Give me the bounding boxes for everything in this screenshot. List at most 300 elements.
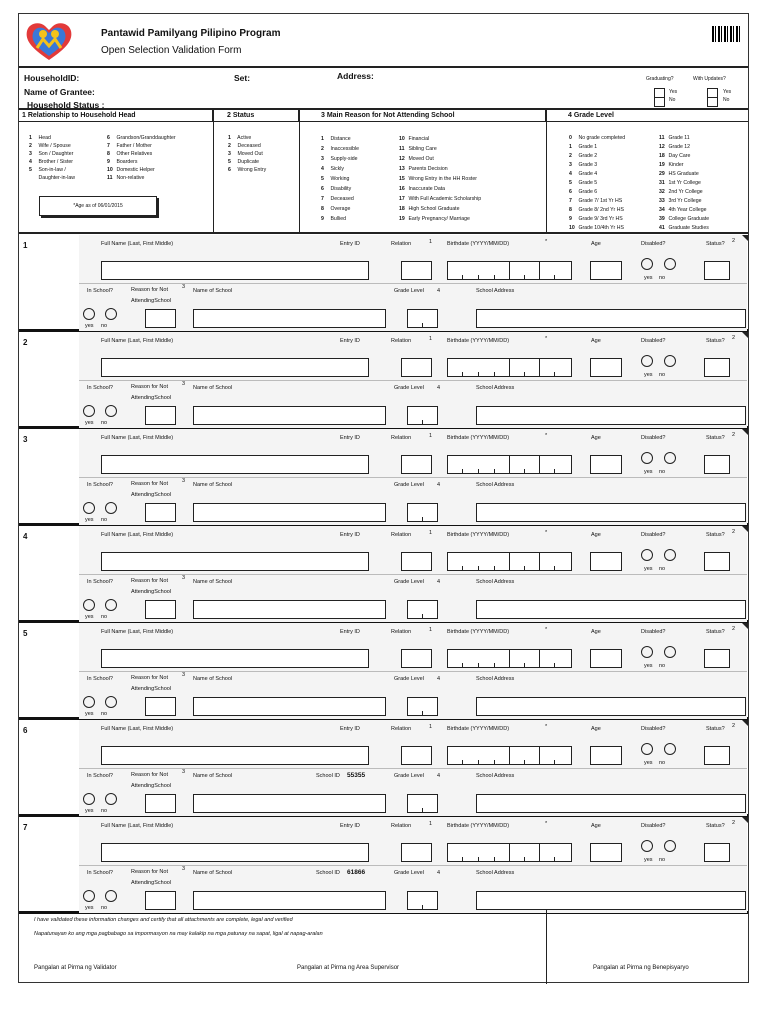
school-address-input[interactable] [476,891,746,910]
disabled-yes-radio[interactable] [641,549,653,561]
disabled-no-radio[interactable] [664,258,676,270]
in-school-label: In School? [87,482,113,488]
legend-code-item: 11 Sibling Care [399,146,437,152]
in-school-no-radio[interactable] [105,405,117,417]
member-record [19,623,748,720]
disabled-yes-radio[interactable] [641,840,653,852]
disabled-label: Disabled? [641,338,666,344]
certification-footer [19,909,748,984]
legend-code-item: 10 Financial [399,136,430,142]
in-school-no-radio[interactable] [105,308,117,320]
sup-2: 2 [732,432,736,438]
disabled-no-label: no [659,469,666,475]
school-address-input[interactable] [476,406,746,425]
attending-label: AttendingSchool [131,298,172,304]
in-school-label: In School? [87,773,113,779]
reason-input[interactable] [145,309,176,328]
birthdate-label: Birthdate (YYYY/MM/DD) [447,629,510,635]
disabled-no-label: no [659,760,666,766]
grade-level-input[interactable] [407,891,438,910]
school-id-value: 55355 [347,772,366,779]
member-record [19,332,748,429]
legend-code-item: 6 Grandson/Granddaughter [107,135,176,141]
in-school-no-label: no [101,711,108,717]
in-school-yes-label: yes [85,517,94,523]
relationship-codes-a [29,134,75,182]
disabled-no-label: no [659,275,666,281]
form-header [19,14,748,66]
sup-4: 4 [437,288,441,294]
graduating-no-checkbox[interactable] [654,97,665,107]
legend-code-item: 5 Working [321,176,350,182]
in-school-yes-radio[interactable] [83,599,95,611]
birthdate-input[interactable] [447,261,572,280]
disabled-yes-radio[interactable] [641,452,653,464]
reason-input[interactable] [145,406,176,425]
in-school-yes-radio[interactable] [83,890,95,902]
age-label: Age [591,435,601,441]
in-school-yes-label: yes [85,323,94,329]
in-school-yes-label: yes [85,905,94,911]
status-input[interactable] [704,649,730,668]
attending-label: AttendingSchool [131,880,172,886]
age-label: Age [591,532,601,538]
in-school-label: In School? [87,288,113,294]
grantee-label: Name of Grantee: [24,87,95,97]
disabled-label: Disabled? [641,435,666,441]
status-label: Status? [706,532,725,538]
school-address-label: School Address [476,870,515,876]
legend-code-item: 12 Grade 12 [659,144,691,150]
birthdate-star: * [545,627,548,633]
school-address-input[interactable] [476,309,746,328]
disabled-yes-label: yes [644,469,653,475]
in-school-yes-radio[interactable] [83,405,95,417]
grade-level-input[interactable] [407,503,438,522]
legend-code-item: 11 Non-relative [107,175,145,181]
school-id-label: School ID [316,870,340,876]
sup-4: 4 [437,482,441,488]
entry-id-label: Entry ID [340,629,360,635]
member-number: 4 [23,532,28,541]
school-address-input[interactable] [476,503,746,522]
updates-no-checkbox[interactable] [707,97,718,107]
certification-filipino: Napatunayan ko ang mga pagbabago sa impormasyon na may kalakip na mga patunay na sapat, ligal at napag-aralan [34,931,323,937]
legend-code-item: 5 Grade 5 [569,180,598,186]
legend-code-item: 9 Bullied [321,216,347,222]
sup-2: 2 [732,529,736,535]
disabled-no-radio[interactable] [664,743,676,755]
status-input[interactable] [704,552,730,571]
sup-4: 4 [437,773,441,779]
sup-1: 1 [429,239,433,245]
legend-code-item: 0 No grade completed [569,135,626,141]
in-school-no-label: no [101,614,108,620]
sup-1: 1 [429,627,433,633]
record-corner-mark [742,429,748,435]
grade-codes-b [659,134,709,233]
reason-heading: 3 Main Reason for Not Attending School [299,110,546,122]
validator-signature-label: Pangalan at Pirma ng Validator [34,965,117,971]
in-school-no-radio[interactable] [105,599,117,611]
birthdate-star: * [545,433,548,439]
in-school-no-label: no [101,808,108,814]
grade-level-input[interactable] [407,309,438,328]
reason-input[interactable] [145,600,176,619]
program-title: Pantawid Pamilyang Pilipino Program [101,28,281,39]
legend-code-item: 2 Inaccessible [321,146,359,152]
grade-level-input[interactable] [407,697,438,716]
reason-not-label: Reason for Not [131,384,168,390]
sup-1: 1 [429,530,433,536]
birthdate-star: * [545,239,548,245]
entry-id-label: Entry ID [340,241,360,247]
age-input[interactable] [590,261,622,280]
household-section [19,66,748,110]
entry-id-label: Entry ID [340,823,360,829]
beneficiary-signature-label: Pangalan at Pirma ng Benepisyaryo [593,965,689,971]
in-school-no-radio[interactable] [105,502,117,514]
legend-code-item: 13 Parents Decision [399,166,448,172]
in-school-yes-label: yes [85,614,94,620]
graduating-no-label: No [669,97,676,103]
school-name-label: Name of School [193,870,233,876]
sup-2: 2 [732,335,736,341]
relation-input[interactable] [401,455,432,474]
in-school-no-label: no [101,517,108,523]
disabled-no-radio[interactable] [664,355,676,367]
legend-code-item: 12 Moved Out [399,156,434,162]
legend-code-item: 4 Brother / Sister [29,159,74,165]
grade-level-input[interactable] [407,406,438,425]
school-name-label: Name of School [193,385,233,391]
disabled-label: Disabled? [641,726,666,732]
birthdate-input[interactable] [447,746,572,765]
birthdate-input[interactable] [447,649,572,668]
school-name-label: Name of School [193,288,233,294]
sup-3: 3 [182,284,186,290]
member-record [19,429,748,526]
school-name-input[interactable] [193,697,386,716]
grade-level-label: Grade Level [394,482,424,488]
attending-label: AttendingSchool [131,686,172,692]
legend-code-item: 8 Other Relatives [107,151,153,157]
full-name-input[interactable] [101,552,369,571]
school-address-input[interactable] [476,697,746,716]
full-name-label: Full Name (Last, First Middle) [101,338,174,344]
in-school-yes-radio[interactable] [83,502,95,514]
disabled-label: Disabled? [641,241,666,247]
status-input[interactable] [704,843,730,862]
grade-level-input[interactable] [407,600,438,619]
birthdate-input[interactable] [447,358,572,377]
disabled-yes-radio[interactable] [641,355,653,367]
full-name-input[interactable] [101,261,369,280]
attending-label: AttendingSchool [131,492,172,498]
age-label: Age [591,241,601,247]
in-school-no-radio[interactable] [105,696,117,708]
member-number: 1 [23,241,28,250]
disabled-yes-radio[interactable] [641,258,653,270]
member-number: 2 [23,338,28,347]
in-school-yes-label: yes [85,711,94,717]
in-school-yes-radio[interactable] [83,308,95,320]
certification-english: I have validated these information changes and certify that all attachments are complete, legal and verified [34,917,293,923]
full-name-label: Full Name (Last, First Middle) [101,532,174,538]
supervisor-signature-label: Pangalan at Pirma ng Area Supervisor [297,965,400,971]
relation-input[interactable] [401,649,432,668]
birthdate-input[interactable] [447,455,572,474]
disabled-yes-label: yes [644,566,653,572]
disabled-yes-radio[interactable] [641,743,653,755]
graduating-yes-label: Yes [669,89,678,95]
grade-codes-a [569,134,625,233]
relation-input[interactable] [401,746,432,765]
legend-code-item: 3 Supply-side [321,156,358,162]
legend-code-item: 19 Kinder [659,162,684,168]
grade-level-label: Grade Level [394,579,424,585]
reason-codes-a [321,134,359,224]
reason-not-label: Reason for Not [131,578,168,584]
school-name-input[interactable] [193,600,386,619]
updates-no-label: No [723,97,730,103]
disabled-label: Disabled? [641,823,666,829]
in-school-no-radio[interactable] [105,890,117,902]
sup-3: 3 [182,381,186,387]
in-school-no-radio[interactable] [105,793,117,805]
grade-level-input[interactable] [407,794,438,813]
legend-code-item: 3 Moved Out [228,151,263,157]
age-note: *Age as of 06/01/2015 [39,196,157,216]
birthdate-star: * [545,821,548,827]
status-label: Status? [706,823,725,829]
program-logo-icon [23,20,75,62]
age-input[interactable] [590,455,622,474]
relation-input[interactable] [401,358,432,377]
full-name-input[interactable] [101,843,369,862]
birthdate-label: Birthdate (YYYY/MM/DD) [447,532,510,538]
legend-code-item: 17 With Full Academic Scholarship [399,196,482,202]
in-school-yes-radio[interactable] [83,696,95,708]
status-label: Status? [706,726,725,732]
age-input[interactable] [590,552,622,571]
legend-code-item: 6 Grade 6 [569,189,598,195]
member-number: 6 [23,726,28,735]
age-input[interactable] [590,746,622,765]
legend-code-item: 1 Active [228,135,252,141]
school-name-input[interactable] [193,406,386,425]
status-label: Status? [706,435,725,441]
relation-label: Relation [391,629,412,635]
disabled-no-radio[interactable] [664,452,676,464]
legend-code-item: 39 College Graduate [659,216,710,222]
legend-code-item: 4 Grade 4 [569,171,598,177]
disabled-yes-label: yes [644,663,653,669]
disabled-no-label: no [659,566,666,572]
relation-label: Relation [391,241,412,247]
reason-codes-b [399,134,481,224]
legend-code-item: 3 Son / Daughter [29,151,74,157]
relationship-codes-b [107,134,176,182]
relation-input[interactable] [401,552,432,571]
grade-level-label: Grade Level [394,773,424,779]
reason-input[interactable] [145,503,176,522]
reason-not-label: Reason for Not [131,675,168,681]
full-name-label: Full Name (Last, First Middle) [101,726,174,732]
in-school-yes-label: yes [85,420,94,426]
legend-code-item: 2 Grade 2 [569,153,598,159]
status-heading: 2 Status [213,110,299,122]
relation-label: Relation [391,435,412,441]
legend-code-item: 5 Son-in-law / [29,167,66,173]
address-label: Address: [337,71,374,81]
legend-code-item: 19 Early Pregnancy/ Marriage [399,216,470,222]
record-corner-mark [742,332,748,338]
entry-id-label: Entry ID [340,435,360,441]
school-name-input[interactable] [193,309,386,328]
legend-code-item: 18 High School Graduate [399,206,460,212]
birthdate-label: Birthdate (YYYY/MM/DD) [447,823,510,829]
age-input[interactable] [590,358,622,377]
school-address-label: School Address [476,385,515,391]
legend-code-item: 4 Sickly [321,166,344,172]
disabled-yes-label: yes [644,372,653,378]
grade-heading: 4 Grade Level [546,110,748,122]
form-title: Open Selection Validation Form [101,45,242,56]
attending-label: AttendingSchool [131,395,172,401]
in-school-yes-radio[interactable] [83,793,95,805]
school-address-input[interactable] [476,600,746,619]
member-record [19,526,748,623]
full-name-label: Full Name (Last, First Middle) [101,435,174,441]
reason-not-label: Reason for Not [131,869,168,875]
with-updates-label: With Updates? [693,76,726,82]
legend-code-item: 3 Grade 3 [569,162,598,168]
set-label: Set: [234,73,251,83]
relation-input[interactable] [401,843,432,862]
status-codes [228,134,266,174]
school-name-label: Name of School [193,579,233,585]
birthdate-input[interactable] [447,843,572,862]
age-input[interactable] [590,649,622,668]
disabled-yes-label: yes [644,275,653,281]
legend-code-item: 29 HS Graduate [659,171,699,177]
status-input[interactable] [704,261,730,280]
school-address-input[interactable] [476,794,746,813]
school-name-input[interactable] [193,503,386,522]
member-record [19,235,748,332]
disabled-no-label: no [659,857,666,863]
member-number: 5 [23,629,28,638]
member-number: 7 [23,823,28,832]
relationship-heading: 1 Relationship to Household Head [19,110,213,122]
member-number: 3 [23,435,28,444]
relation-label: Relation [391,338,412,344]
disabled-no-radio[interactable] [664,549,676,561]
birthdate-input[interactable] [447,552,572,571]
legend-code-item: 33 3rd Yr College [659,198,702,204]
full-name-label: Full Name (Last, First Middle) [101,629,174,635]
legend-code-item: 7 Grade 7/ 1st Yr HS [569,198,623,204]
legend-code-item: 1 Grade 1 [569,144,598,150]
legend-code-item: 9 Boarders [107,159,138,165]
disabled-no-radio[interactable] [664,840,676,852]
disabled-no-radio[interactable] [664,646,676,658]
age-label: Age [591,629,601,635]
disabled-yes-label: yes [644,857,653,863]
household-id-label: HouseholdID: [24,73,80,83]
full-name-input[interactable] [101,358,369,377]
status-input[interactable] [704,746,730,765]
sup-2: 2 [732,820,736,826]
full-name-input[interactable] [101,649,369,668]
graduating-label: Graduating? [646,76,674,82]
reason-not-label: Reason for Not [131,481,168,487]
record-corner-mark [742,817,748,823]
sup-2: 2 [732,626,736,632]
reason-input[interactable] [145,794,176,813]
status-input[interactable] [704,358,730,377]
legend-code-item: 1 Head [29,135,51,141]
reason-input[interactable] [145,697,176,716]
in-school-no-label: no [101,420,108,426]
age-input[interactable] [590,843,622,862]
school-name-input[interactable] [193,794,386,813]
in-school-label: In School? [87,676,113,682]
school-name-label: Name of School [193,482,233,488]
sup-2: 2 [732,723,736,729]
status-input[interactable] [704,455,730,474]
age-label: Age [591,726,601,732]
legend-code-item: Daughter-in-law [37,175,76,181]
sup-3: 3 [182,769,186,775]
reason-input[interactable] [145,891,176,910]
school-address-label: School Address [476,579,515,585]
school-name-label: Name of School [193,676,233,682]
birthdate-label: Birthdate (YYYY/MM/DD) [447,726,510,732]
record-corner-mark [742,526,748,532]
sup-4: 4 [437,579,441,585]
relation-input[interactable] [401,261,432,280]
birthdate-label: Birthdate (YYYY/MM/DD) [447,241,510,247]
relation-label: Relation [391,823,412,829]
sup-4: 4 [437,870,441,876]
barcode [712,26,742,42]
legend-code-item: 8 Grade 8/ 2nd Yr HS [569,207,624,213]
entry-id-label: Entry ID [340,338,360,344]
school-address-label: School Address [476,288,515,294]
legend-code-item: 7 Deceased [321,196,354,202]
legend-code-item: 2 Deceased [228,143,261,149]
legend-code-item: 6 Wrong Entry [228,167,267,173]
legend-code-item: 9 Grade 9/ 3rd Yr HS [569,216,623,222]
sup-2: 2 [732,238,736,244]
full-name-input[interactable] [101,746,369,765]
status-label: Status? [706,629,725,635]
full-name-input[interactable] [101,455,369,474]
sup-3: 3 [182,575,186,581]
legend-code-item: 5 Duplicate [228,159,260,165]
school-name-input[interactable] [193,891,386,910]
legend-code-item: 10 Domestic Helper [107,167,155,173]
birthdate-label: Birthdate (YYYY/MM/DD) [447,435,510,441]
legend-code-item: 8 Overage [321,206,351,212]
disabled-yes-radio[interactable] [641,646,653,658]
status-label: Status? [706,338,725,344]
legend-code-item: 32 2nd Yr College [659,189,703,195]
form-page [18,13,749,983]
status-label: Status? [706,241,725,247]
